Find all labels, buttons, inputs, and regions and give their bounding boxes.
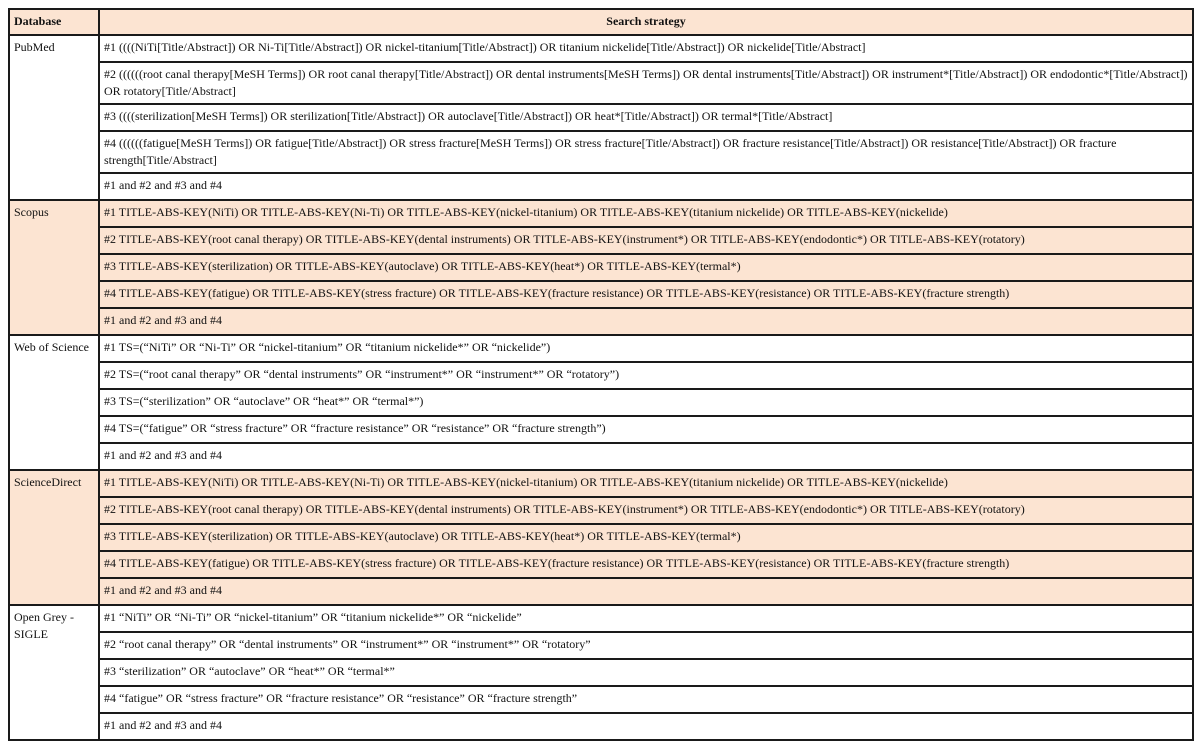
group-sciencedirect [9, 470, 1193, 605]
strategy-cell: #1 TITLE-ABS-KEY(NiTi) OR TITLE-ABS-KEY(Ni-Ti) OR TITLE-ABS-KEY(nickel-titanium) OR TITLE-ABS-KEY(titanium nickelide) OR TITLE-ABS-KEY(nickelide) [99, 470, 1193, 497]
table-row [9, 227, 1193, 254]
group-pubmed [9, 35, 1193, 200]
search-strategy-table [8, 8, 1194, 741]
table-row [9, 686, 1193, 713]
table-container [8, 8, 1194, 741]
table-row [9, 713, 1193, 740]
table-row [9, 659, 1193, 686]
database-cell: Web of Science [9, 335, 99, 470]
strategy-cell: #3 TITLE-ABS-KEY(sterilization) OR TITLE-ABS-KEY(autoclave) OR TITLE-ABS-KEY(heat*) OR TITLE-ABS-KEY(termal*) [99, 524, 1193, 551]
table-row [9, 497, 1193, 524]
group-web-of-science [9, 335, 1193, 470]
strategy-cell: #1 TS=(“NiTi” OR “Ni-Ti” OR “nickel-titanium” OR “titanium nickelide*” OR “nickelide”) [99, 335, 1193, 362]
table-row [9, 416, 1193, 443]
table-row [9, 524, 1193, 551]
strategy-cell: #3 ((((sterilization[MeSH Terms]) OR sterilization[Title/Abstract]) OR autoclave[Title/Abstract]) OR heat*[Title/Abstract]) OR termal*[Title/Abstract] [99, 104, 1193, 131]
strategy-cell: #4 ((((((fatigue[MeSH Terms]) OR fatigue[Title/Abstract]) OR stress fracture[MeSH Terms]) OR stress fracture[Title/Abstract]) OR fracture resistance[Title/Abstract]) OR resistance[Title/Abstract]) OR fracture strength[Title/Abstract] [99, 131, 1193, 173]
strategy-cell: #3 TITLE-ABS-KEY(sterilization) OR TITLE-ABS-KEY(autoclave) OR TITLE-ABS-KEY(heat*) OR TITLE-ABS-KEY(termal*) [99, 254, 1193, 281]
database-cell: ScienceDirect [9, 470, 99, 605]
table-row [9, 605, 1193, 632]
database-cell: Scopus [9, 200, 99, 335]
group-open-grey-sigle [9, 605, 1193, 740]
table-row [9, 578, 1193, 605]
table-row [9, 131, 1193, 173]
header-search-strategy: Search strategy [99, 9, 1193, 35]
table-row [9, 308, 1193, 335]
table-row [9, 254, 1193, 281]
header-row [9, 9, 1193, 35]
table-row [9, 551, 1193, 578]
table-row [9, 389, 1193, 416]
header-database: Database [9, 9, 99, 35]
strategy-cell: #2 TITLE-ABS-KEY(root canal therapy) OR TITLE-ABS-KEY(dental instruments) OR TITLE-ABS-KEY(instrument*) OR TITLE-ABS-KEY(endodontic*) OR TITLE-ABS-KEY(rotatory) [99, 497, 1193, 524]
strategy-cell: #3 “sterilization” OR “autoclave” OR “heat*” OR “termal*” [99, 659, 1193, 686]
table-row [9, 35, 1193, 62]
table-row [9, 200, 1193, 227]
database-cell: Open Grey - SIGLE [9, 605, 99, 740]
group-scopus [9, 200, 1193, 335]
table-row [9, 632, 1193, 659]
strategy-cell: #1 and #2 and #3 and #4 [99, 173, 1193, 200]
strategy-cell: #1 and #2 and #3 and #4 [99, 578, 1193, 605]
strategy-cell: #4 TITLE-ABS-KEY(fatigue) OR TITLE-ABS-KEY(stress fracture) OR TITLE-ABS-KEY(fracture resistance) OR TITLE-ABS-KEY(resistance) OR TITLE-ABS-KEY(fracture strength) [99, 281, 1193, 308]
table-row [9, 281, 1193, 308]
table-row [9, 335, 1193, 362]
strategy-cell: #4 TITLE-ABS-KEY(fatigue) OR TITLE-ABS-KEY(stress fracture) OR TITLE-ABS-KEY(fracture resistance) OR TITLE-ABS-KEY(resistance) OR TITLE-ABS-KEY(fracture strength) [99, 551, 1193, 578]
strategy-cell: #1 and #2 and #3 and #4 [99, 713, 1193, 740]
table-row [9, 104, 1193, 131]
strategy-cell: #4 “fatigue” OR “stress fracture” OR “fracture resistance” OR “resistance” OR “fracture strength” [99, 686, 1193, 713]
strategy-cell: #3 TS=(“sterilization” OR “autoclave” OR “heat*” OR “termal*”) [99, 389, 1193, 416]
table-row [9, 173, 1193, 200]
database-cell: PubMed [9, 35, 99, 200]
strategy-cell: #2 “root canal therapy” OR “dental instruments” OR “instrument*” OR “instrument*” OR “rotatory” [99, 632, 1193, 659]
table-row [9, 470, 1193, 497]
strategy-cell: #1 “NiTi” OR “Ni-Ti” OR “nickel-titanium” OR “titanium nickelide*” OR “nickelide” [99, 605, 1193, 632]
strategy-cell: #1 and #2 and #3 and #4 [99, 443, 1193, 470]
strategy-cell: #1 ((((NiTi[Title/Abstract]) OR Ni-Ti[Title/Abstract]) OR nickel-titanium[Title/Abstract]) OR titanium nickelide[Title/Abstract]) OR nickelide[Title/Abstract] [99, 35, 1193, 62]
strategy-cell: #2 ((((((root canal therapy[MeSH Terms]) OR root canal therapy[Title/Abstract]) OR dental instruments[MeSH Terms]) OR dental instruments[Title/Abstract]) OR instrument*[Title/Abstract]) OR endodontic*[Title/Abstract]) OR rotatory[Title/Abstract] [99, 62, 1193, 104]
strategy-cell: #1 TITLE-ABS-KEY(NiTi) OR TITLE-ABS-KEY(Ni-Ti) OR TITLE-ABS-KEY(nickel-titanium) OR TITLE-ABS-KEY(titanium nickelide) OR TITLE-ABS-KEY(nickelide) [99, 200, 1193, 227]
strategy-cell: #2 TS=(“root canal therapy” OR “dental instruments” OR “instrument*” OR “instrument*” OR “rotatory”) [99, 362, 1193, 389]
strategy-cell: #2 TITLE-ABS-KEY(root canal therapy) OR TITLE-ABS-KEY(dental instruments) OR TITLE-ABS-KEY(instrument*) OR TITLE-ABS-KEY(endodontic*) OR TITLE-ABS-KEY(rotatory) [99, 227, 1193, 254]
table-row [9, 443, 1193, 470]
table-row [9, 62, 1193, 104]
strategy-cell: #4 TS=(“fatigue” OR “stress fracture” OR “fracture resistance” OR “resistance” OR “fracture strength”) [99, 416, 1193, 443]
strategy-cell: #1 and #2 and #3 and #4 [99, 308, 1193, 335]
table-row [9, 362, 1193, 389]
